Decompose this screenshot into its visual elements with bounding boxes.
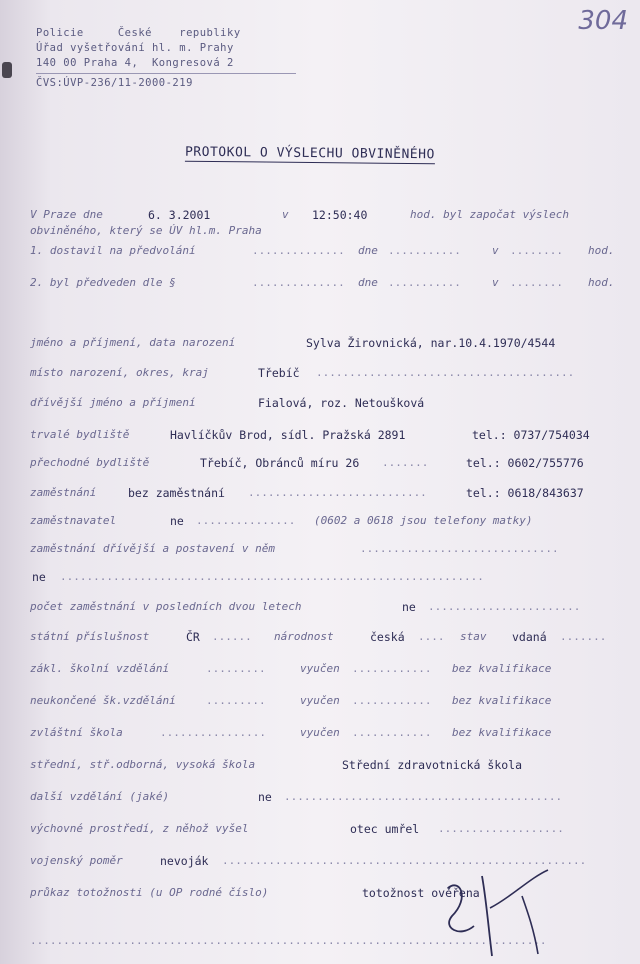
opening-hod-text: hod. byl započat výslech [410, 208, 569, 221]
nationality-label: národnost [274, 630, 334, 643]
field-row-former-employment-value: ne ................................................................ [32, 570, 484, 584]
opening-subject: obviněného, který se ÚV hl.m. Praha [30, 224, 262, 237]
opening-line-2 [0, 224, 640, 240]
field-label: průkaz totožnosti (u OP rodné číslo) [30, 886, 269, 899]
field-row-former-name [0, 396, 640, 412]
field-label: místo narození, okres, kraj [30, 366, 209, 379]
field-extra: tel.: 0737/754034 [472, 428, 590, 442]
citizenship-value: ČR [186, 630, 200, 644]
field-row-blank: .............................................................................. [30, 934, 547, 947]
education-right: bez kvalifikace [452, 694, 552, 707]
field-value: Fialová, roz. Netoušková [258, 396, 425, 410]
field-extra: (0602 a 0618 jsou telefony matky) [314, 514, 533, 527]
field-row-high-school [0, 758, 640, 774]
field-row-other-education: další vzdělání (jaké) ne .......................................... [30, 790, 563, 804]
field-value: nevoják [160, 854, 209, 868]
field-label: zaměstnavatel [30, 514, 117, 527]
opening-v-1: v [492, 244, 499, 257]
field-label: trvalé bydliště [30, 428, 130, 441]
punch-hole [2, 62, 12, 78]
field-value: ne [170, 514, 184, 528]
field-label: jméno a příjmení, data narození [30, 336, 236, 349]
field-value: bez zaměstnání [128, 486, 225, 500]
opening-predveden: 2. byl předveden dle § [30, 276, 176, 289]
opening-line-3: 1. dostavil na předvolání .............. dne ........... v ........ hod. [30, 244, 615, 257]
opening-dne-2: dne [358, 276, 378, 289]
education-right: bez kvalifikace [452, 726, 552, 739]
field-label: vojenský poměr [30, 854, 123, 867]
field-value: totožnost ověřena [362, 886, 480, 900]
education-label: neukončené šk.vzdělání [30, 694, 176, 707]
field-label: zaměstnání dřívější a postavení v něm [30, 542, 276, 555]
field-row-nationality: státní příslušnost ČR ...... národnost česká .... stav vdaná ....... [30, 630, 607, 644]
opening-date: 6. 3.2001 [148, 208, 211, 222]
field-row-birthplace: místo narození, okres, kraj Třebíč ....................................... [30, 366, 575, 380]
field-label: přechodné bydliště [30, 456, 150, 469]
field-value: Havlíčkův Brod, sídl. Pražská 2891 [170, 428, 406, 442]
opening-dostavil: 1. dostavil na předvolání [30, 244, 196, 257]
field-row-temp-residence: přechodné bydliště Třebíč, Obránců míru 26 ....... tel.: 0602/755776 [30, 456, 584, 470]
marital-label: stav [460, 630, 487, 643]
case-reference: ČVS:ÚVP-236/11-2000-219 [36, 77, 193, 89]
field-row-name [0, 336, 640, 352]
education-label: zákl. školní vzdělání [30, 662, 170, 675]
field-value: ne [402, 600, 416, 614]
opening-hod-2: hod. [588, 276, 615, 289]
field-label: střední, stř.odborná, vysoká škola [30, 758, 256, 771]
field-value: otec umřel [350, 822, 420, 836]
opening-time: 12:50:40 [312, 208, 368, 222]
opening-line-4: 2. byl předveden dle § .............. dne ........... v ........ hod. [30, 276, 615, 289]
field-value: Třebíč [258, 366, 300, 380]
document-title: PROTOKOL O VÝSLECHU OBVINĚNÉHO [184, 144, 435, 163]
field-row-employment-count: počet zaměstnání v posledních dvou letech ne ....................... [30, 600, 581, 614]
header-line-3: 140 00 Praha 4, Kongresová 2 [36, 57, 234, 69]
marital-value: vdaná [512, 630, 547, 644]
education-right: bez kvalifikace [452, 662, 552, 675]
citizenship-label: státní příslušnost [30, 630, 150, 643]
education-mid: vyučen [300, 694, 340, 707]
header-rule [36, 73, 296, 74]
opening-v: v [282, 208, 289, 221]
field-value: Střední zdravotnická škola [342, 758, 523, 772]
field-label: výchovné prostředí, z něhož vyšel [30, 822, 249, 835]
field-row-education-basic: zákl. školní vzdělání ......... vyučen ............ bez kvalifikace [30, 662, 552, 675]
field-row-residence [0, 428, 640, 444]
field-value: ne [258, 790, 272, 804]
header-line-2: Úřad vyšetřování hl. m. Prahy [36, 42, 234, 54]
nationality-value: česká [370, 630, 405, 644]
education-mid: vyučen [300, 726, 340, 739]
field-row-education-special: zvláštní škola ................ vyučen ............ bez kvalifikace [30, 726, 552, 739]
field-row-upbringing: výchovné prostředí, z něhož vyšel otec umřel ................... [30, 822, 564, 836]
field-label: zaměstnání [30, 486, 97, 499]
field-value: Třebíč, Obránců míru 26 [200, 456, 360, 470]
field-label: další vzdělání (jaké) [30, 790, 170, 803]
office-header [36, 26, 296, 91]
education-label: zvláštní škola [30, 726, 123, 739]
education-mid: vyučen [300, 662, 340, 675]
field-value: ne [32, 570, 46, 584]
field-row-employer: zaměstnavatel ne ............... (0602 a 0618 jsou telefony matky) [30, 514, 533, 528]
field-row-military: vojenský poměr nevoják ....................................................... [30, 854, 587, 868]
page-number: 304 [578, 6, 628, 36]
field-extra: tel.: 0618/843637 [466, 486, 584, 500]
opening-v-praze: V Praze dne [30, 208, 103, 221]
field-row-former-employment: zaměstnání dřívější a postavení v něm .............................. [30, 542, 559, 555]
opening-v-2: v [492, 276, 499, 289]
opening-hod-1: hod. [588, 244, 615, 257]
field-value: Sylva Žirovnická, nar.10.4.1970/4544 [306, 336, 556, 350]
header-line-1: Policie České republiky [36, 27, 241, 39]
opening-line-1 [0, 208, 640, 224]
field-label: počet zaměstnání v posledních dvou letech [30, 600, 302, 613]
opening-dne-1: dne [358, 244, 378, 257]
field-extra: tel.: 0602/755776 [466, 456, 584, 470]
field-label: dřívější jméno a příjmení [30, 396, 196, 409]
handwritten-signature [430, 868, 570, 958]
field-row-employment: zaměstnání bez zaměstnání ........................... tel.: 0618/843637 [30, 486, 584, 500]
field-row-education-unfinished: neukončené šk.vzdělání ......... vyučen ............ bez kvalifikace [30, 694, 552, 707]
